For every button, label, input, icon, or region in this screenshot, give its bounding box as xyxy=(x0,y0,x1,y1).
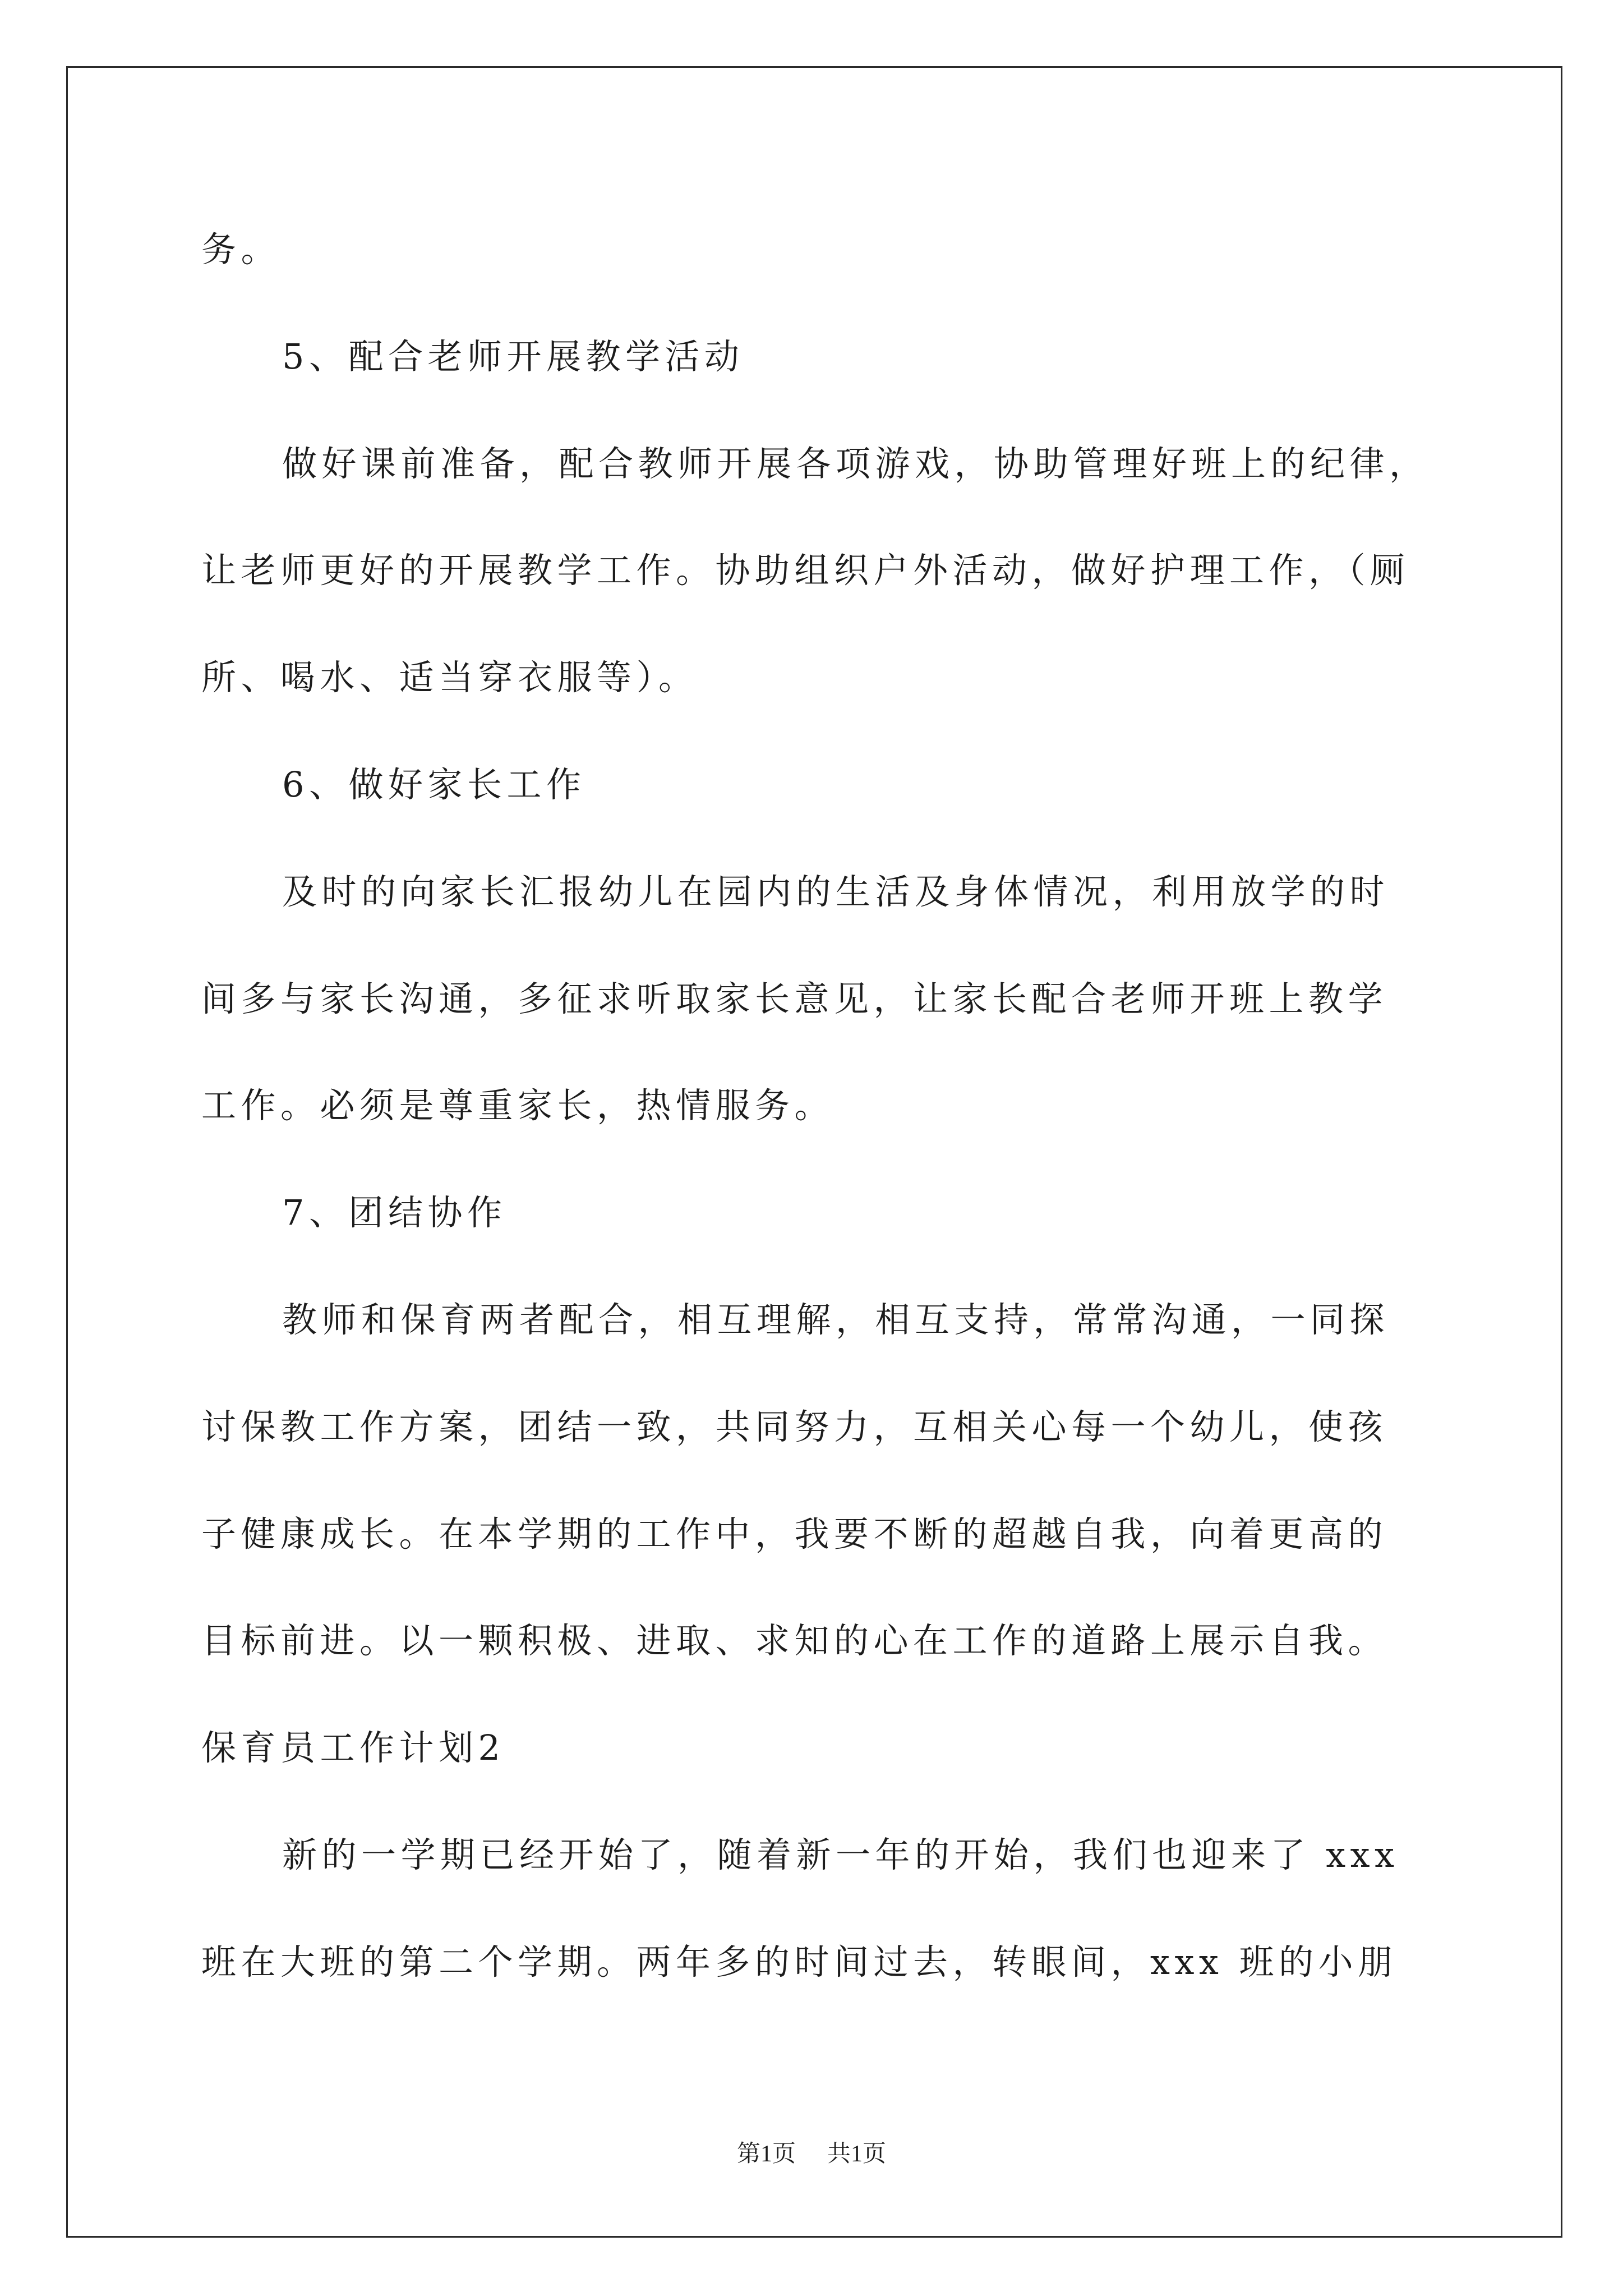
paragraph-line: 班在大班的第二个学期。两年多的时间过去，转眼间，xxx 班的小朋 xyxy=(201,1941,1398,1982)
paragraph-line: 务。 xyxy=(201,229,281,270)
section-title: 保育员工作计划2 xyxy=(201,1727,505,1769)
page-number: 第1页 xyxy=(736,2141,796,2167)
item-heading: 6、做好家长工作 xyxy=(282,763,586,805)
page-footer xyxy=(0,2137,1623,2171)
document-body xyxy=(201,196,1491,2016)
paragraph-line: 讨保教工作方案，团结一致，共同努力，互相关心每一个幼儿，使孩 xyxy=(201,1406,1388,1447)
paragraph-line: 目标前进。以一颗积极、进取、求知的心在工作的道路上展示自我。 xyxy=(201,1620,1388,1662)
paragraph-line: 子健康成长。在本学期的工作中，我要不断的超越自我，向着更高的 xyxy=(201,1513,1388,1554)
paragraph-line: 工作。必须是尊重家长，热情服务。 xyxy=(201,1085,834,1126)
paragraph-line: 新的一学期已经开始了，随着新一年的开始，我们也迎来了 xxx xyxy=(282,1834,1399,1875)
paragraph-line: 教师和保育两者配合，相互理解，相互支持，常常沟通，一同探 xyxy=(282,1299,1390,1340)
item-heading: 5、配合老师开展教学活动 xyxy=(282,335,744,377)
paragraph-line: 让老师更好的开展教学工作。协助组织户外活动，做好护理工作，（厕 xyxy=(201,550,1410,591)
item-heading: 7、团结协作 xyxy=(282,1192,507,1234)
page-total: 共1页 xyxy=(827,2141,887,2167)
paragraph-line: 所、喝水、适当穿衣服等）。 xyxy=(201,657,698,698)
paragraph-line: 及时的向家长汇报幼儿在园内的生活及身体情况，利用放学的时 xyxy=(282,871,1390,912)
paragraph-line: 做好课前准备，配合教师开展各项游戏，协助管理好班上的纪律， xyxy=(282,443,1429,484)
paragraph-line: 间多与家长沟通，多征求听取家长意见，让家长配合老师开班上教学 xyxy=(201,978,1388,1019)
